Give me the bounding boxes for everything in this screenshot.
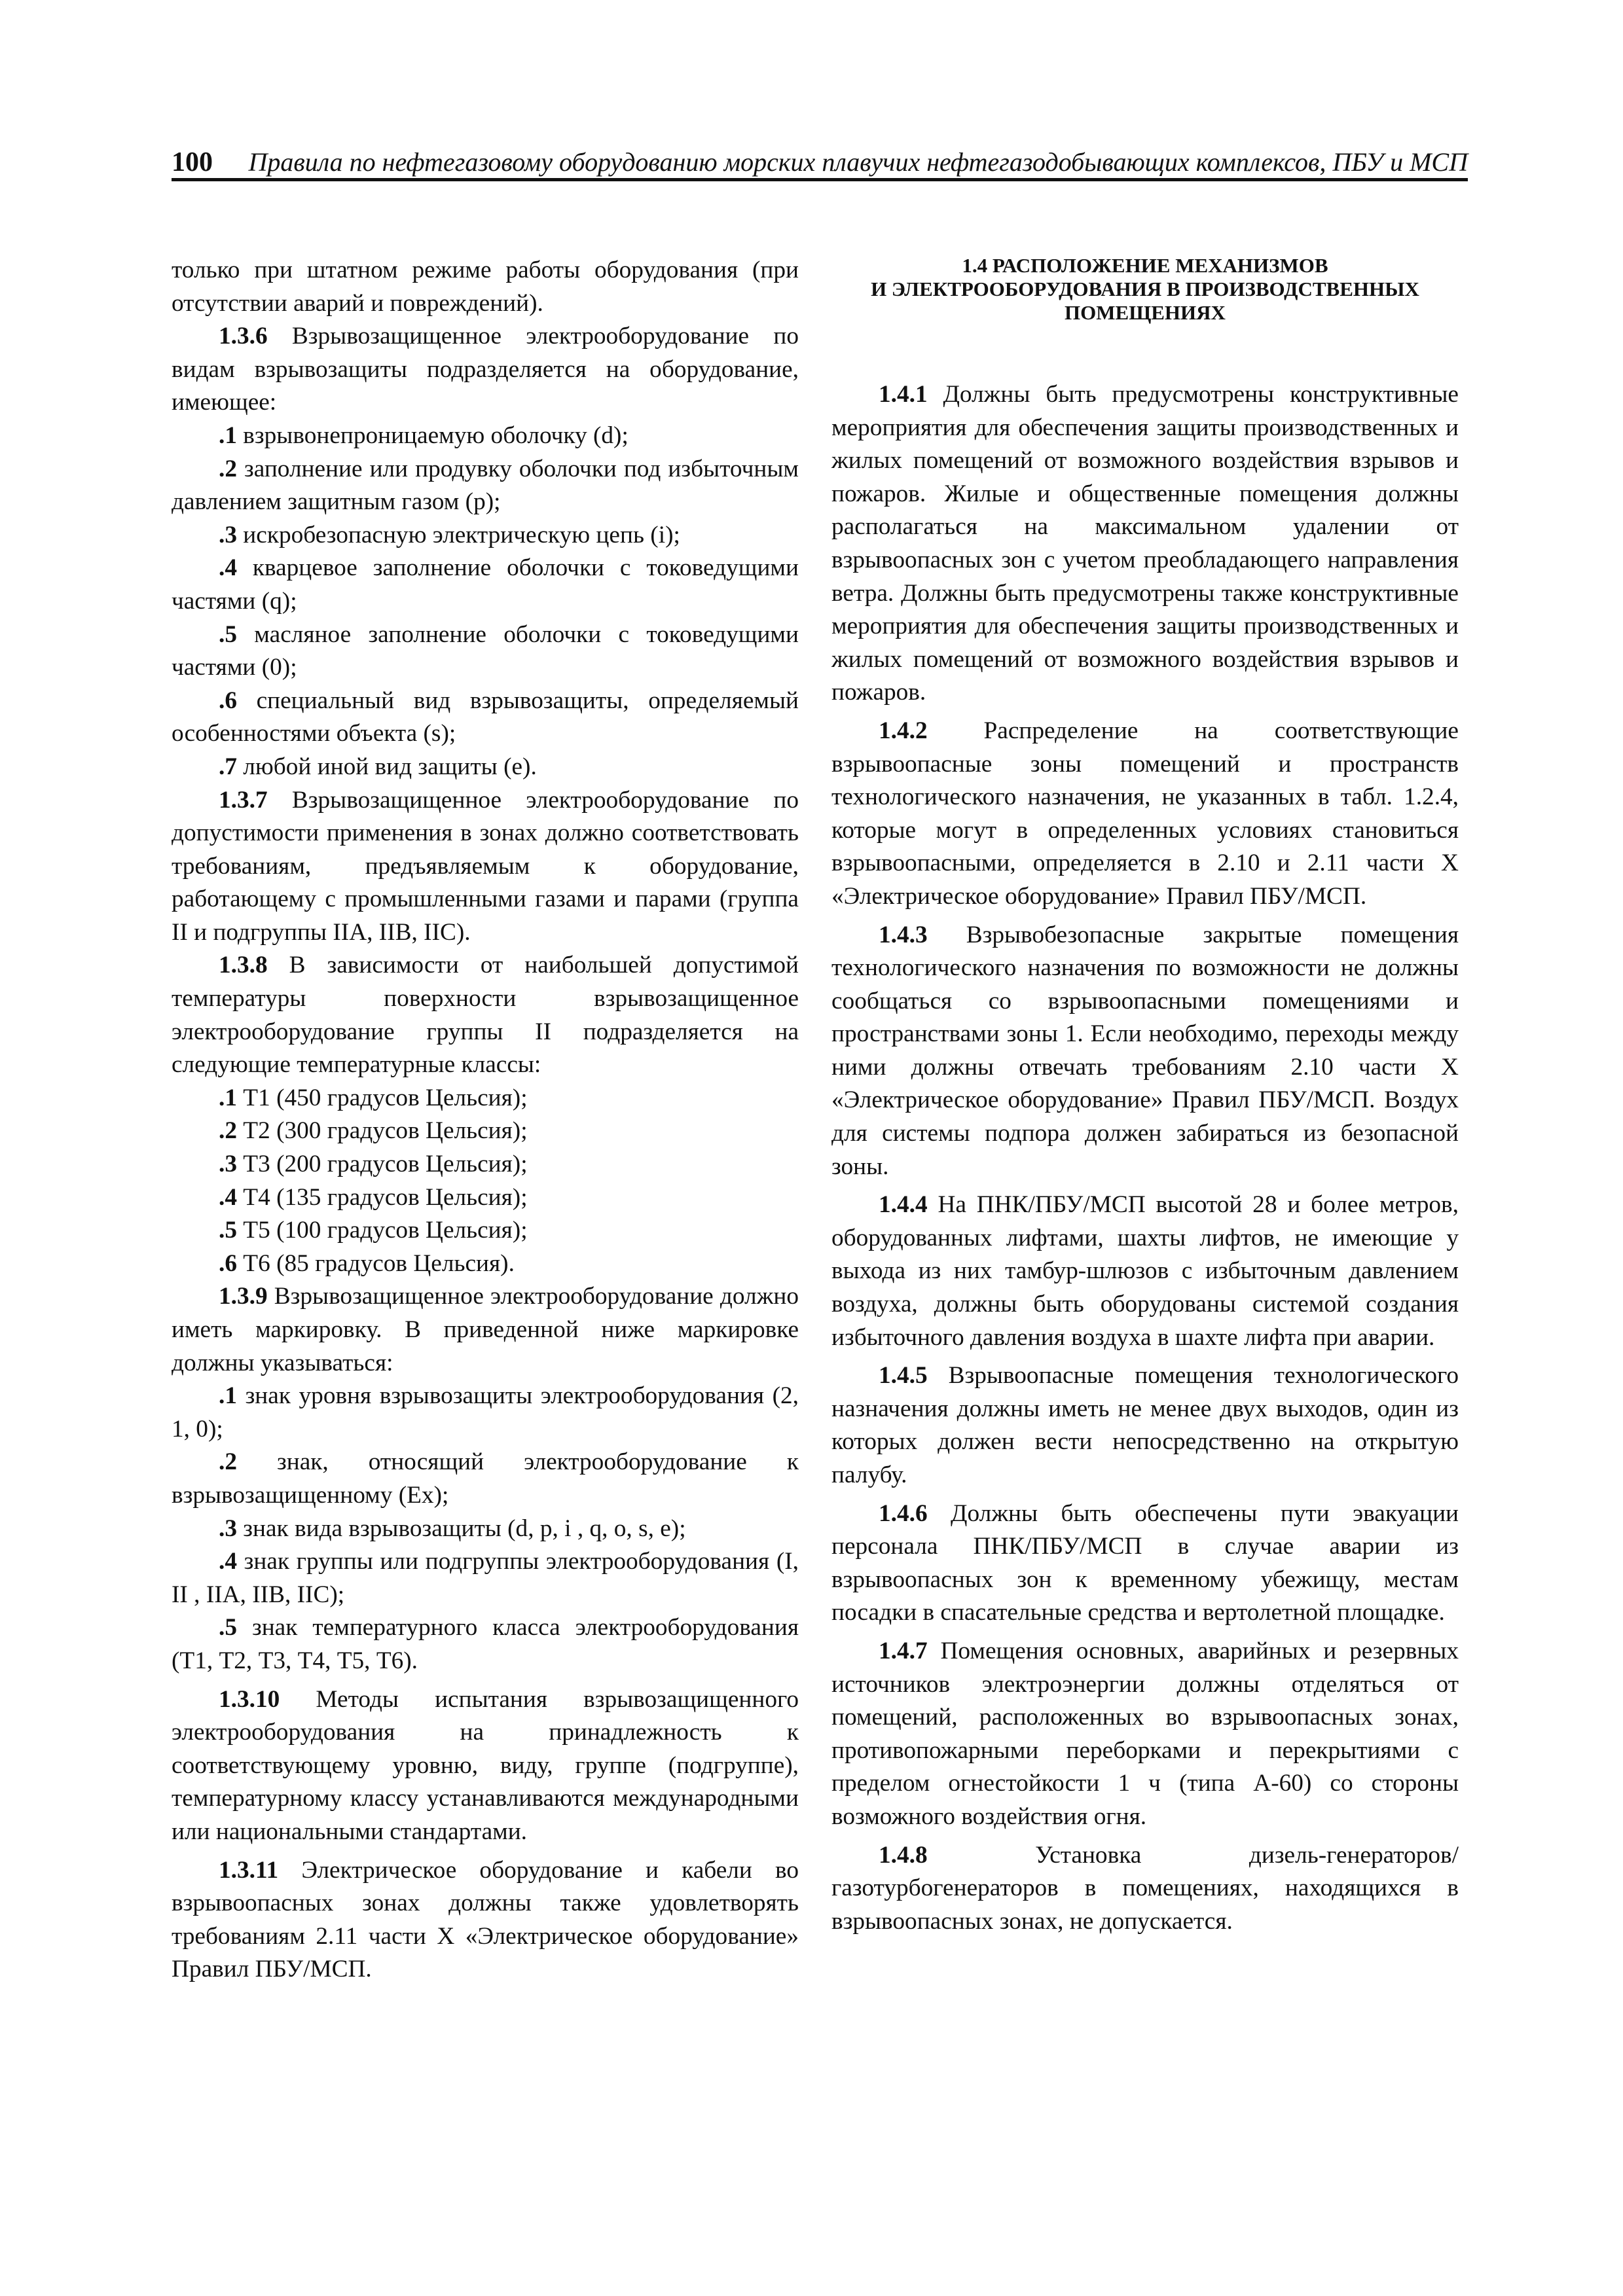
item-number: 1.3.8 <box>219 952 268 979</box>
item-number: 1.4.4 <box>879 1191 928 1219</box>
item-number: .2 <box>219 1117 237 1145</box>
list-item: .5 масляное заполнение оболочки с токоведущими частями (0); <box>172 620 799 681</box>
header-rule <box>172 178 1468 181</box>
item-number: .5 <box>219 620 237 648</box>
list-item: .4 кварцевое заполнение оболочки с токоведущими частями (q); <box>172 554 799 615</box>
paragraph: 1.4.8 Установка дизель-генераторов/газотурбогенераторов в помещениях, находящихся в взрывоопасных зонах, не допускается. <box>831 1841 1459 1935</box>
paragraph: 1.3.11 Электрическое оборудование и кабели во взрывоопасных зонах должны также удовлетворять требованиям 2.11 части X «Электрическое оборудование» Правил ПБУ/МСП. <box>172 1856 799 1983</box>
paragraph: 1.4.4 На ПНК/ПБУ/МСП высотой 28 и более метров, оборудованных лифтами, шахты лифтов, не имеющие у выхода из них тамбур-шлюзов с избыточным давлением воздуха, должны быть оборудованы системой создания избыточного давления воздуха в шахте лифта при аварии. <box>831 1191 1459 1351</box>
list-item: .4 Т4 (135 градусов Цельсия); <box>219 1183 528 1211</box>
paragraph: 1.4.3 Взрывобезопасные закрытые помещения технологического назначения по возможности не должны сообщаться со взрывоопасными помещениями и пространствами зоны 1. Если необходимо, переходы между ними должны отвечать требованиям 2.10 части X «Электрическое оборудование» Правил ПБУ/МСП. Воздух для системы подпора должен забираться из безопасной зоны. <box>831 921 1459 1180</box>
item-number: 1.3.7 <box>219 786 268 814</box>
left-column <box>172 254 799 1986</box>
item-number: .2 <box>219 1448 237 1476</box>
item-number: 1.3.6 <box>219 323 268 350</box>
list-item: .6 специальный вид взрывозащиты, определяемый особенностями объекта (s); <box>172 687 799 747</box>
paragraph: 1.4.2 Распределение на соответствующие взрывоопасные зоны помещений и пространств технологического назначения, не указанных в табл. 1.2.4, которые могут в определенных условиях становиться взрывоопасными, определяется в 2.10 и 2.11 части X «Электрическое оборудование» Правил ПБУ/МСП. <box>831 717 1459 910</box>
page-header <box>172 145 1468 179</box>
item-number: .3 <box>219 1515 237 1542</box>
item-number: 1.4.5 <box>879 1362 928 1390</box>
paragraph: 1.3.8 В зависимости от наибольшей допустимой температуры поверхности взрывозащищенное электрооборудование группы II подразделяется на следующие температурные классы: <box>172 952 799 1079</box>
item-number: 1.4.3 <box>879 921 928 948</box>
list-item: .4 знак группы или подгруппы электрооборудования (I, II , IIA, IIB, IIC); <box>172 1548 799 1608</box>
list-item: .5 Т5 (100 градусов Цельсия); <box>219 1217 528 1244</box>
item-number: .2 <box>219 455 237 482</box>
list-item: .6 Т6 (85 градусов Цельсия). <box>219 1249 515 1277</box>
item-number: .6 <box>219 687 237 714</box>
item-number: .6 <box>219 1249 237 1277</box>
item-number: 1.3.9 <box>219 1283 268 1310</box>
item-number: 1.4.1 <box>879 381 928 408</box>
item-number: 1.3.11 <box>219 1856 279 1884</box>
list-item: .1 Т1 (450 градусов Цельсия); <box>219 1084 528 1111</box>
page-number: 100 <box>172 147 213 177</box>
item-number: 1.4.8 <box>879 1841 928 1869</box>
item-number: .3 <box>219 521 237 548</box>
item-number: 1.4.6 <box>879 1499 928 1527</box>
item-number: .4 <box>219 1183 237 1211</box>
item-number: .1 <box>219 422 237 449</box>
item-number: .5 <box>219 1217 237 1244</box>
list-item: .2 Т2 (300 градусов Цельсия); <box>219 1117 528 1145</box>
item-number: .5 <box>219 1614 237 1641</box>
list-item: .7 любой иной вид защиты (e). <box>219 753 537 780</box>
section-title: 1.4 РАСПОЛОЖЕНИЕ МЕХАНИЗМОВ И ЭЛЕКТРООБОРУДОВАНИЯ В ПРОИЗВОДСТВЕННЫХ ПОМЕЩЕНИЯХ <box>871 254 1419 324</box>
item-number: 1.3.10 <box>219 1685 280 1713</box>
item-number: .1 <box>219 1084 237 1111</box>
item-number: 1.4.7 <box>879 1637 928 1664</box>
item-number: 1.4.2 <box>879 717 928 744</box>
paragraph: 1.3.10 Методы испытания взрывозащищенного электрооборудования на принадлежность к соответствующему уровню, виду, группе (подгруппе), температурному классу устанавливаются международными или национальными стандартами. <box>172 1685 799 1845</box>
paragraph: 1.4.7 Помещения основных, аварийных и резервных источников электроэнергии должны отделяться от помещений, расположенных во взрывоопасных зонах, противопожарными переборками и перекрытиями с пределом огнестойкости 1 ч (типа А-60) со стороны возможного воздействия огня. <box>831 1637 1459 1830</box>
item-number: .1 <box>219 1382 237 1410</box>
list-item: .2 заполнение или продувку оболочки под избыточным давлением защитным газом (p); <box>172 455 799 516</box>
paragraph: 1.3.6 Взрывозащищенное электрооборудование по видам взрывозащиты подразделяется на оборудование, имеющее: <box>172 323 799 416</box>
item-number: .4 <box>219 1548 237 1575</box>
paragraph: только при штатном режиме работы оборудования (при отсутствии аварий и повреждений). <box>172 257 799 317</box>
paragraph: 1.4.5 Взрывоопасные помещения технологического назначения должны иметь не менее двух выходов, один из которых должен вести непосредственно на открытую палубу. <box>831 1362 1459 1488</box>
list-item: .2 знак, относящий электрооборудование к взрывозащищенному (Ex); <box>172 1448 799 1509</box>
paragraph: 1.4.1 Должны быть предусмотрены конструктивные мероприятия для обеспечения защиты производственных и жилых помещений от возможного воздействия взрывов и пожаров. Жилые и общественные помещения должны располагаться на максимальном удалении от взрывоопасных зон с учетом преобладающего направления ветра. Должны быть предусмотрены также конструктивные мероприятия для обеспечения защиты производственных и жилых помещений от возможного воздействия взрывов и пожаров. <box>831 381 1459 706</box>
paragraph: 1.4.6 Должны быть обеспечены пути эвакуации персонала ПНК/ПБУ/МСП в случае аварии из взрывоопасных зон к временному убежищу, местам посадки в спасательные средства и вертолетной площадке. <box>831 1499 1459 1626</box>
list-item: .5 знак температурного класса электрооборудования (Т1, Т2, Т3, Т4, Т5, Т6). <box>172 1614 799 1674</box>
right-column <box>831 254 1459 1938</box>
paragraph: 1.3.9 Взрывозащищенное электрооборудование должно иметь маркировку. В приведенной ниже маркировке должны указываться: <box>172 1283 799 1376</box>
list-item: .3 знак вида взрывозащиты (d, p, i , q, o, s, e); <box>219 1515 686 1542</box>
list-item: .3 Т3 (200 градусов Цельсия); <box>219 1151 528 1178</box>
item-number: .3 <box>219 1151 237 1178</box>
item-number: .7 <box>219 753 237 780</box>
running-title: Правила по нефтегазовому оборудованию морских плавучих нефтегазодобывающих комплексов, ПБУ и МСП <box>248 147 1468 177</box>
list-item: .1 знак уровня взрывозащиты электрооборудования (2, 1, 0); <box>172 1382 799 1443</box>
paragraph: 1.3.7 Взрывозащищенное электрооборудование по допустимости применения в зонах должно соответствовать требованиям, предъявляемым к оборудование, работающему с промышленными газами и парами (группа II и подгруппы IIА, IIВ, IIС). <box>172 786 799 946</box>
item-number: .4 <box>219 554 237 582</box>
list-item: .3 искробезопасную электрическую цепь (i); <box>219 521 680 548</box>
list-item: .1 взрывонепроницаемую оболочку (d); <box>219 422 629 449</box>
